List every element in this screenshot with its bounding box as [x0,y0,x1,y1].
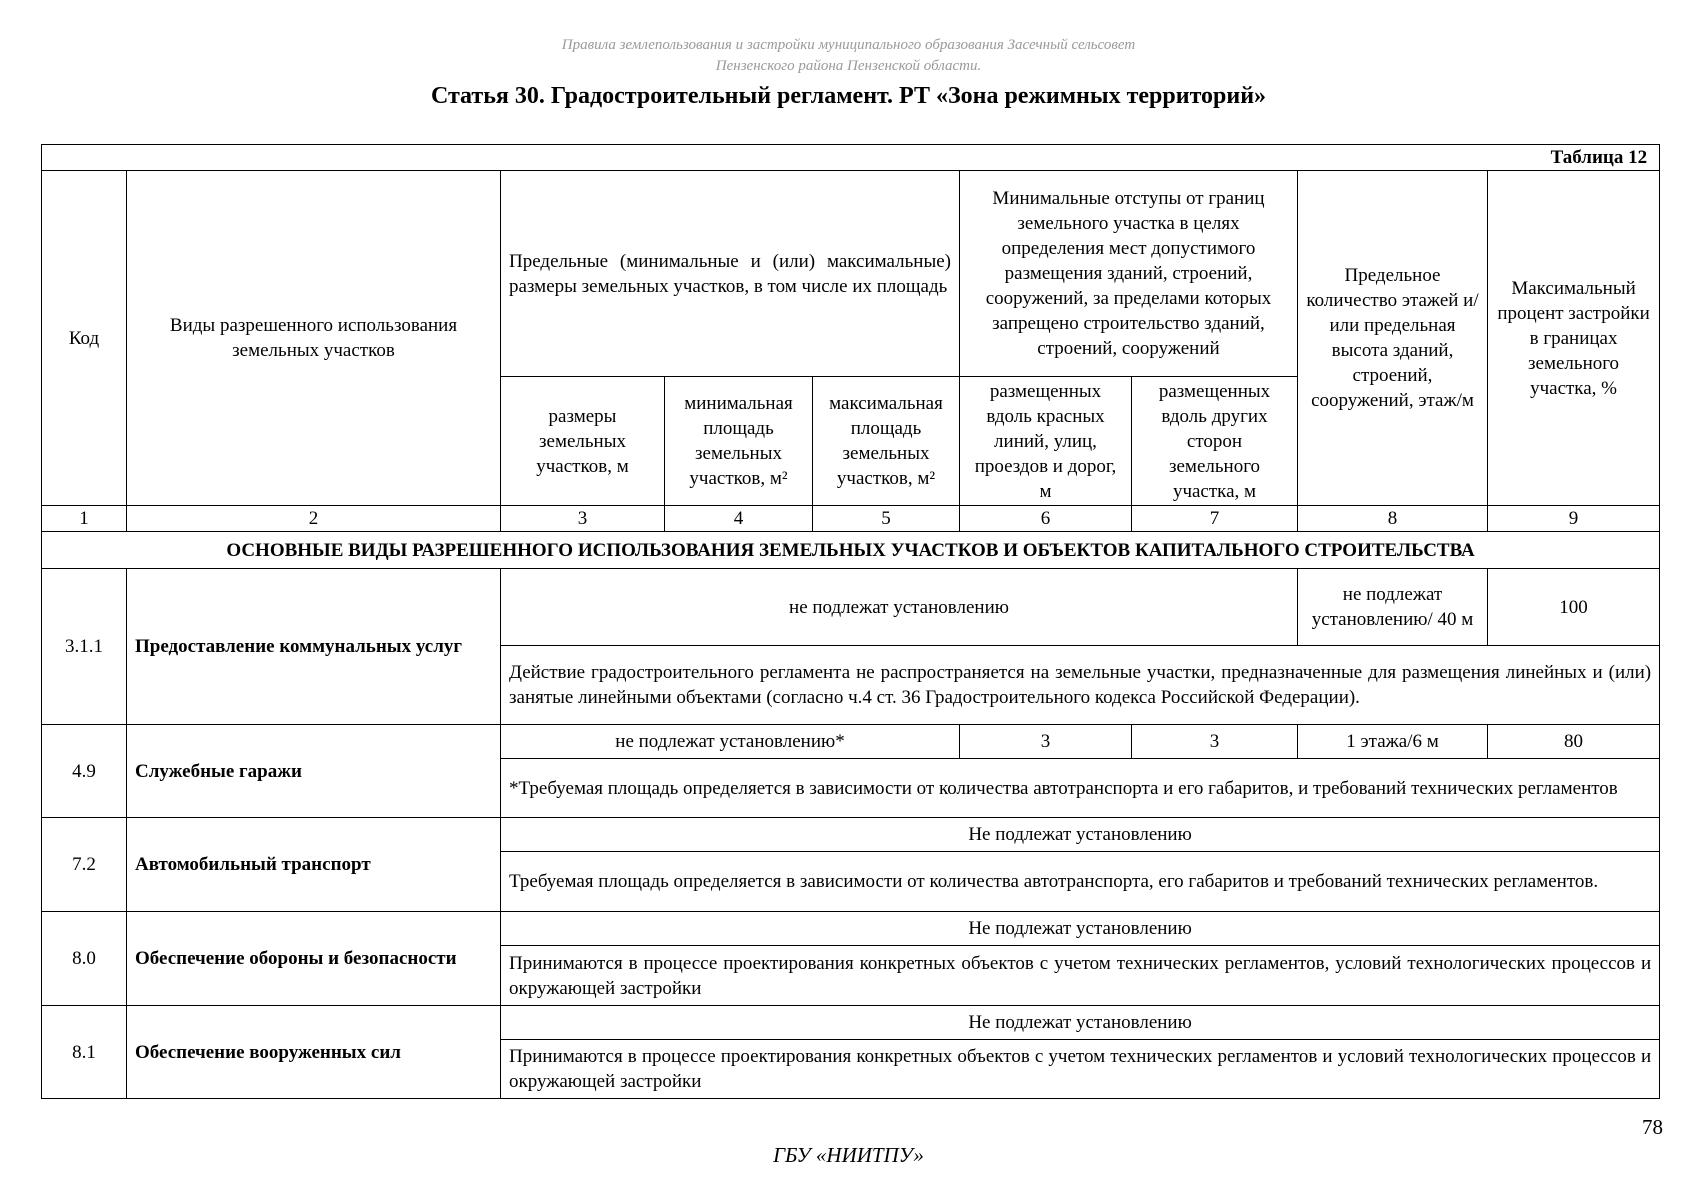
row-size-limits: не подлежат установлению [501,569,1298,646]
row-note: Принимаются в процессе проектирования конкретных объектов с учетом технических регламентов, условий технологических процессов и окружающей застройки [501,946,1660,1006]
row-use-name: Обеспечение вооруженных сил [127,1006,501,1099]
row-note: Принимаются в процессе проектирования конкретных объектов с учетом технических регламентов и условий технологических процессов и окружающей застройки [501,1040,1660,1099]
row-note: Требуемая площадь определяется в зависимости от количества автотранспорта, его габаритов и требований технических регламентов. [501,852,1660,912]
regulation-table [41,144,1660,1099]
row-setback-other-sides: 3 [1132,725,1298,759]
row-all-params: Не подлежат установлению [501,1006,1660,1040]
header-max-area: максимальная площадь земельных участков, м² [813,377,960,506]
table-number: Таблица 12 [42,145,1660,171]
row-use-name: Предоставление коммунальных услуг [127,569,501,725]
column-number: 9 [1488,506,1660,532]
column-number: 5 [813,506,960,532]
running-header-line1: Правила землепользования и застройки муниципального образования Засечный сельсовет [561,37,1136,53]
table-row [42,725,1660,759]
header-permitted-uses: Виды разрешенного использования земельных участков [127,171,501,506]
row-code: 4.9 [42,725,127,818]
row-use-name: Обеспечение обороны и безопасности [127,912,501,1006]
row-code: 8.1 [42,1006,127,1099]
row-use-name: Служебные гаражи [127,725,501,818]
row-note: Действие градостроительного регламента не распространяется на земельные участки, предназначенные для размещения линейных и (или) занятые линейными объектами (согласно ч.4 ст. 36 Градостроительного кодекса Российской Федерации). [501,646,1660,725]
column-number: 3 [501,506,665,532]
column-number: 6 [960,506,1132,532]
table-row [42,569,1660,646]
footer-organization: ГБУ «НИИТПУ» [773,1143,924,1167]
row-code: 8.0 [42,912,127,1006]
row-code: 3.1.1 [42,569,127,725]
column-number: 2 [127,506,501,532]
row-max-coverage: 80 [1488,725,1660,759]
column-number: 8 [1298,506,1488,532]
header-code: Код [42,171,127,506]
header-plot-size-limits: Предельные (минимальные и (или) максимальные) размеры земельных участков, в том числе их площадь [501,171,960,377]
row-max-coverage: 100 [1488,569,1660,646]
row-max-floors: не подлежат установлению/ 40 м [1298,569,1488,646]
header-min-area: минимальная площадь земельных участков, м² [665,377,813,506]
table-row [42,818,1660,852]
header-setback-other-sides: размещенных вдоль других сторон земельного участка, м [1132,377,1298,506]
column-number: 7 [1132,506,1298,532]
row-code: 7.2 [42,818,127,912]
header-max-coverage: Максимальный процент застройки в границах земельного участка, % [1488,171,1660,506]
header-plot-sizes: размеры земельных участков, м [501,377,665,506]
row-all-params: Не подлежат установлению [501,912,1660,946]
row-max-floors: 1 этажа/6 м [1298,725,1488,759]
row-setback-red-lines: 3 [960,725,1132,759]
row-note: *Требуемая площадь определяется в зависимости от количества автотранспорта и его габаритов, и требований технических регламентов [501,759,1660,818]
row-size-limits: не подлежат установлению* [501,725,960,759]
header-min-setbacks: Минимальные отступы от границ земельного участка в целях определения мест допустимого размещения зданий, строений, сооружений, за пределами которых запрещено строительство зданий, строений, сооружений [960,171,1298,377]
table-row [42,1006,1660,1040]
page-number: 78 [1642,1115,1663,1139]
column-number: 4 [665,506,813,532]
header-max-floors: Предельное количество этажей и/или предельная высота зданий, строений, сооружений, этаж/м [1298,171,1488,506]
row-use-name: Автомобильный транспорт [127,818,501,912]
section-title: ОСНОВНЫЕ ВИДЫ РАЗРЕШЕННОГО ИСПОЛЬЗОВАНИЯ ЗЕМЕЛЬНЫХ УЧАСТКОВ И ОБЪЕКТОВ КАПИТАЛЬНОГО СТРОИТЕЛЬСТВА [42,532,1660,569]
running-header-line2: Пензенского района Пензенской области. [715,58,982,74]
table-row [42,912,1660,946]
header-setback-red-lines: размещенных вдоль красных линий, улиц, проездов и дорог, м [960,377,1132,506]
column-number: 1 [42,506,127,532]
article-title: Статья 30. Градостроительный регламент. РТ «Зона режимных территорий» [430,83,1267,109]
row-all-params: Не подлежат установлению [501,818,1660,852]
